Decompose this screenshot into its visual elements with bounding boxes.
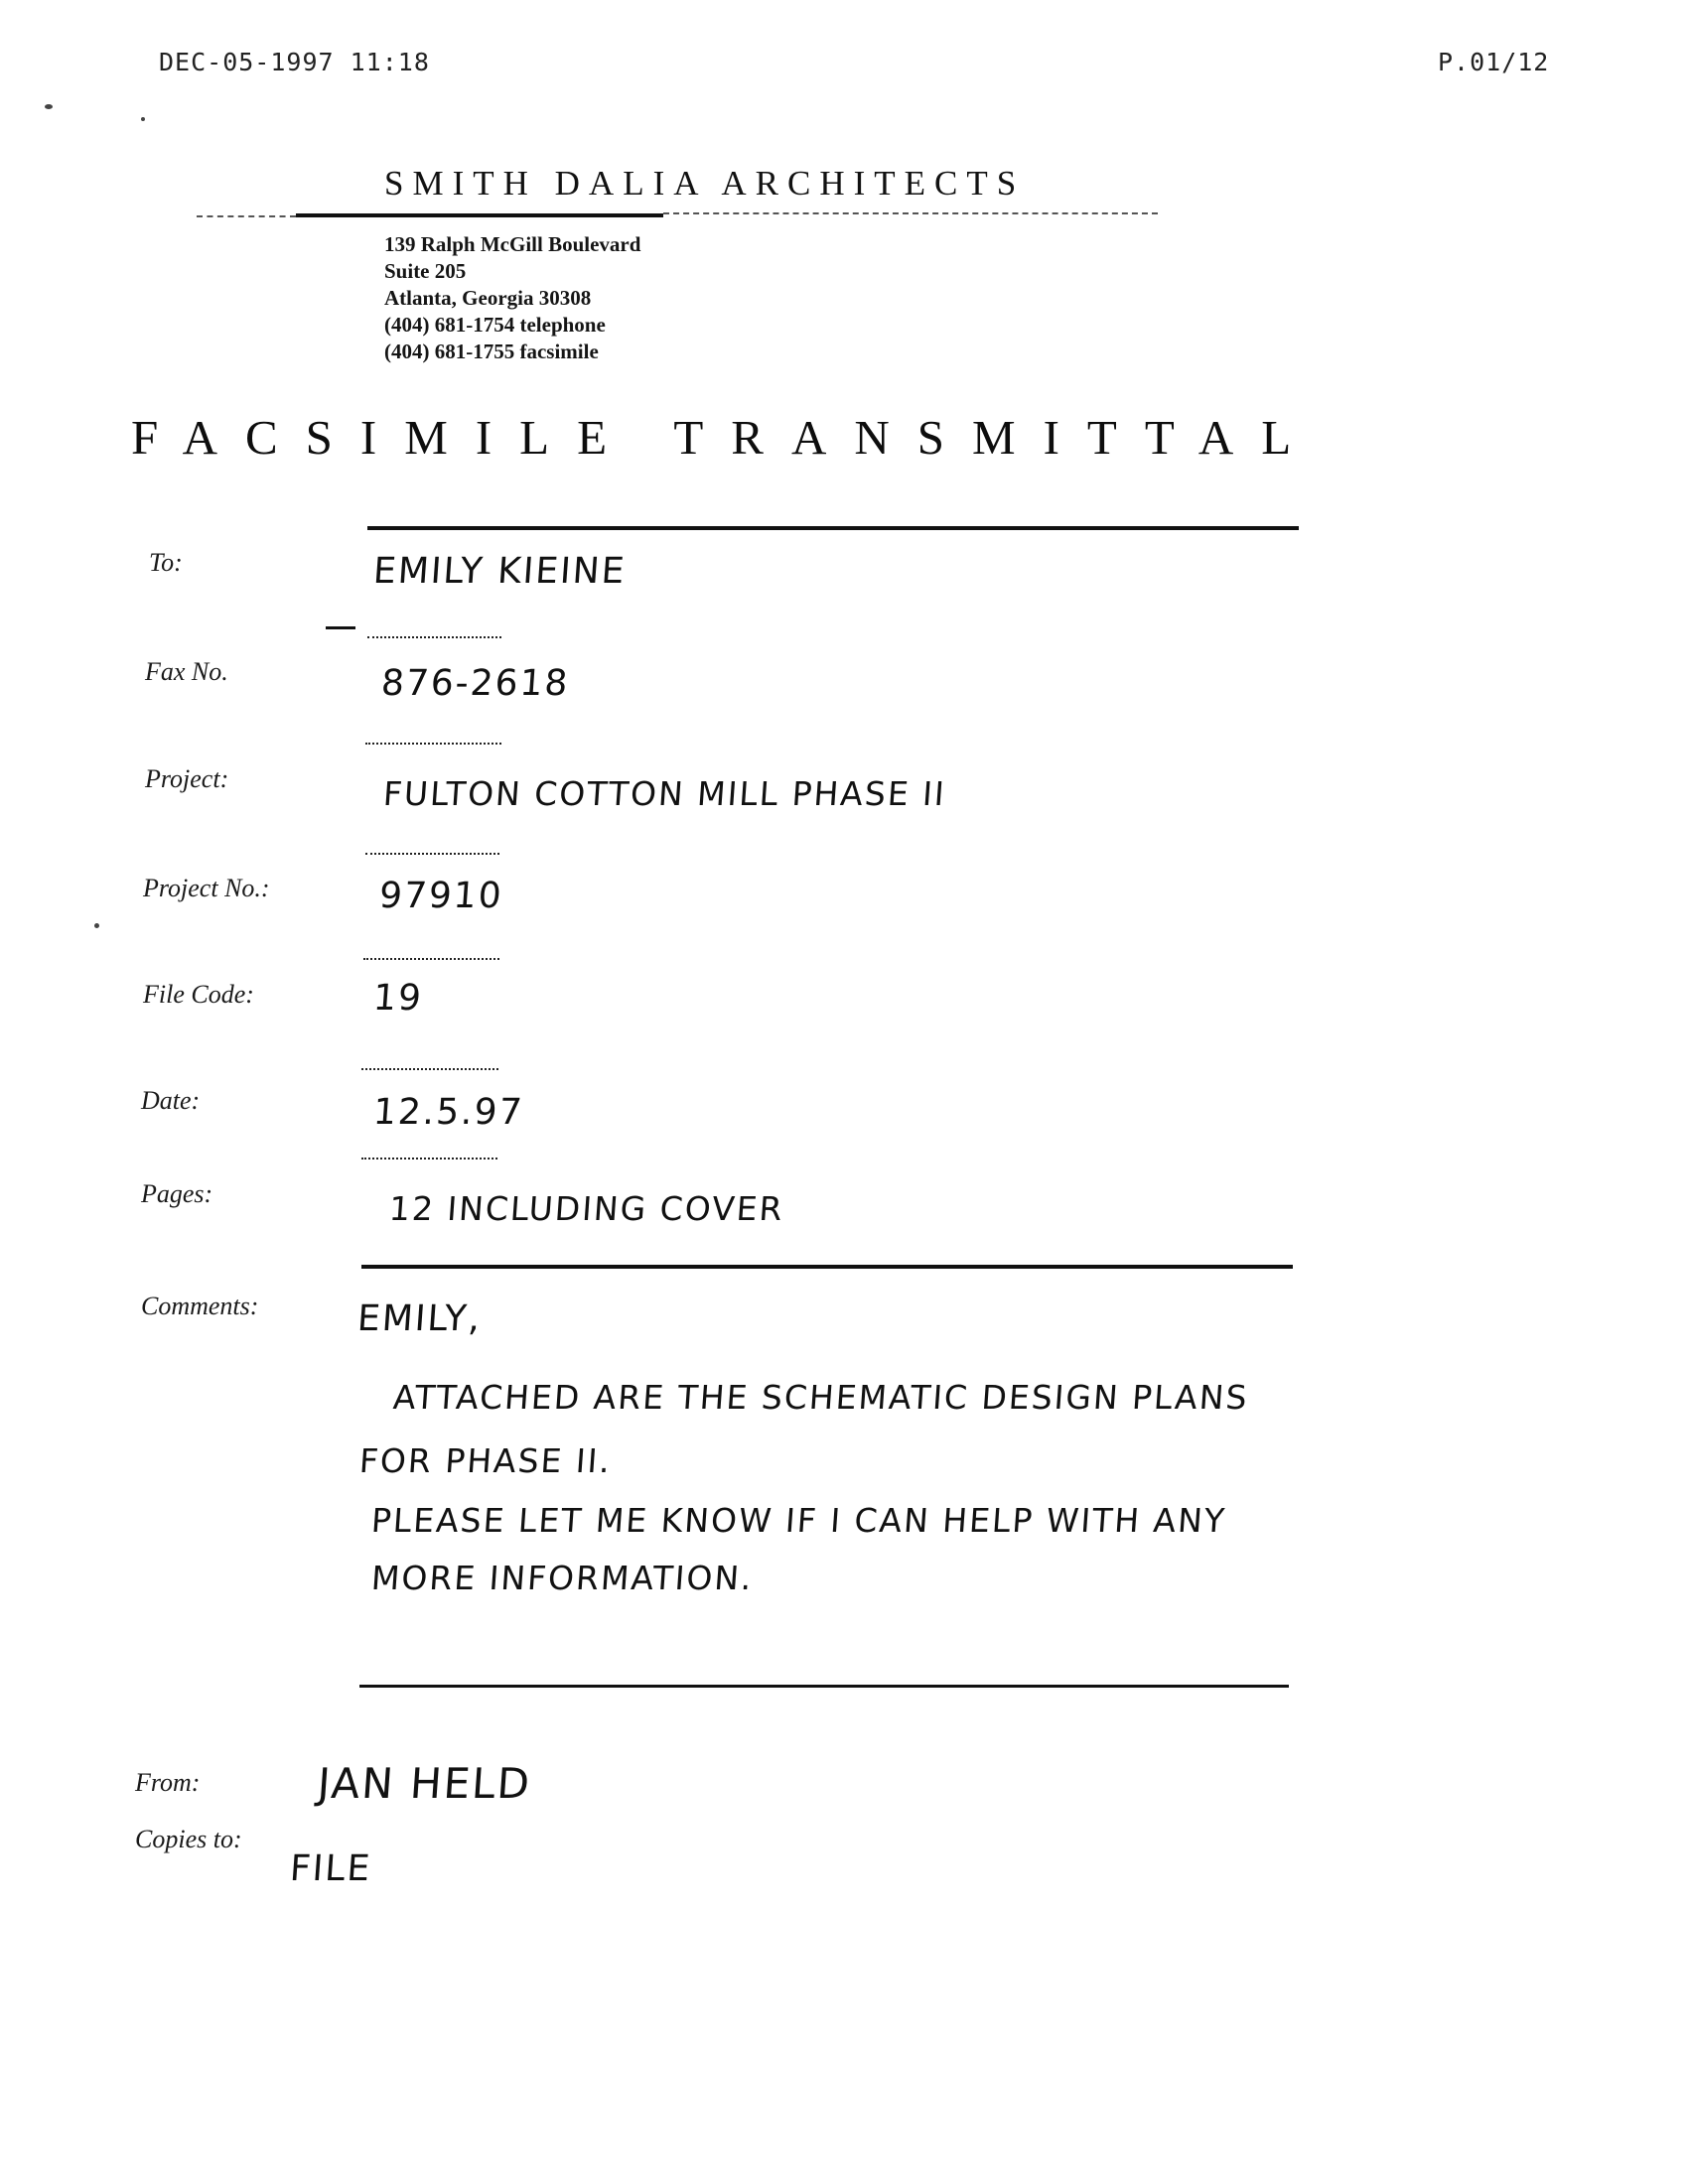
date-label: Date: xyxy=(141,1086,201,1115)
to-label: To: xyxy=(149,548,183,577)
fax-page-number: P.01/12 xyxy=(1438,48,1550,76)
fax-datetime: DEC-05-1997 11:18 xyxy=(159,48,430,76)
to-value: EMILY KIEINE xyxy=(371,551,628,592)
from-value: JAN HELD xyxy=(316,1759,533,1808)
project-no-value: 97910 xyxy=(377,876,504,916)
scan-speck xyxy=(141,117,145,121)
file-code-value: 19 xyxy=(371,978,425,1019)
project-no-dotted-rule xyxy=(363,958,499,960)
comment-line-2: ATTACHED ARE THE SCHEMATIC DESIGN PLANS xyxy=(391,1378,1250,1417)
stray-mark xyxy=(326,626,355,629)
pages-label: Pages: xyxy=(141,1179,213,1208)
address-street: 139 Ralph McGill Boulevard xyxy=(384,232,641,256)
from-label: From: xyxy=(135,1768,201,1797)
address-telephone: (404) 681-1754 telephone xyxy=(384,313,606,337)
scan-speck xyxy=(94,923,99,928)
fax-no-value: 876-2618 xyxy=(379,663,571,704)
date-value: 12.5.97 xyxy=(371,1092,525,1133)
pages-value: 12 INCLUDING COVER xyxy=(387,1189,785,1228)
file-code-dotted-rule xyxy=(361,1068,498,1070)
comment-line-1: EMILY, xyxy=(355,1298,484,1339)
letterhead-rule-right xyxy=(663,212,1158,214)
address-facsimile: (404) 681-1755 facsimile xyxy=(384,340,599,363)
firm-address xyxy=(384,231,640,365)
comment-line-4: PLEASE LET ME KNOW IF I CAN HELP WITH ANY xyxy=(369,1501,1228,1540)
project-no-label: Project No.: xyxy=(143,874,270,902)
comments-label: Comments: xyxy=(141,1292,259,1320)
address-city: Atlanta, Georgia 30308 xyxy=(384,286,592,310)
firm-name: SMITH DALIA ARCHITECTS xyxy=(384,164,1026,203)
project-label: Project: xyxy=(145,764,229,793)
copies-to-value: FILE xyxy=(288,1848,373,1889)
form-top-rule xyxy=(367,526,1299,530)
date-dotted-rule xyxy=(361,1158,497,1160)
comments-bottom-rule xyxy=(359,1685,1289,1688)
comments-top-rule xyxy=(361,1265,1293,1269)
address-suite: Suite 205 xyxy=(384,259,467,283)
copies-to-label: Copies to: xyxy=(135,1825,242,1853)
letterhead-rule xyxy=(296,213,663,217)
comment-line-3: FOR PHASE II. xyxy=(357,1441,614,1480)
project-dotted-rule xyxy=(365,853,499,855)
fax-no-dotted-rule xyxy=(365,743,501,745)
fax-no-label: Fax No. xyxy=(145,657,228,686)
project-value: FULTON COTTON MILL PHASE II xyxy=(381,774,948,813)
scan-speck xyxy=(45,104,53,109)
file-code-label: File Code: xyxy=(143,980,254,1009)
letterhead-rule-left xyxy=(197,215,296,217)
to-dotted-rule xyxy=(367,636,501,638)
comment-line-5: MORE INFORMATION. xyxy=(369,1559,755,1597)
document-title: FACSIMILE TRANSMITTAL xyxy=(131,410,1320,465)
